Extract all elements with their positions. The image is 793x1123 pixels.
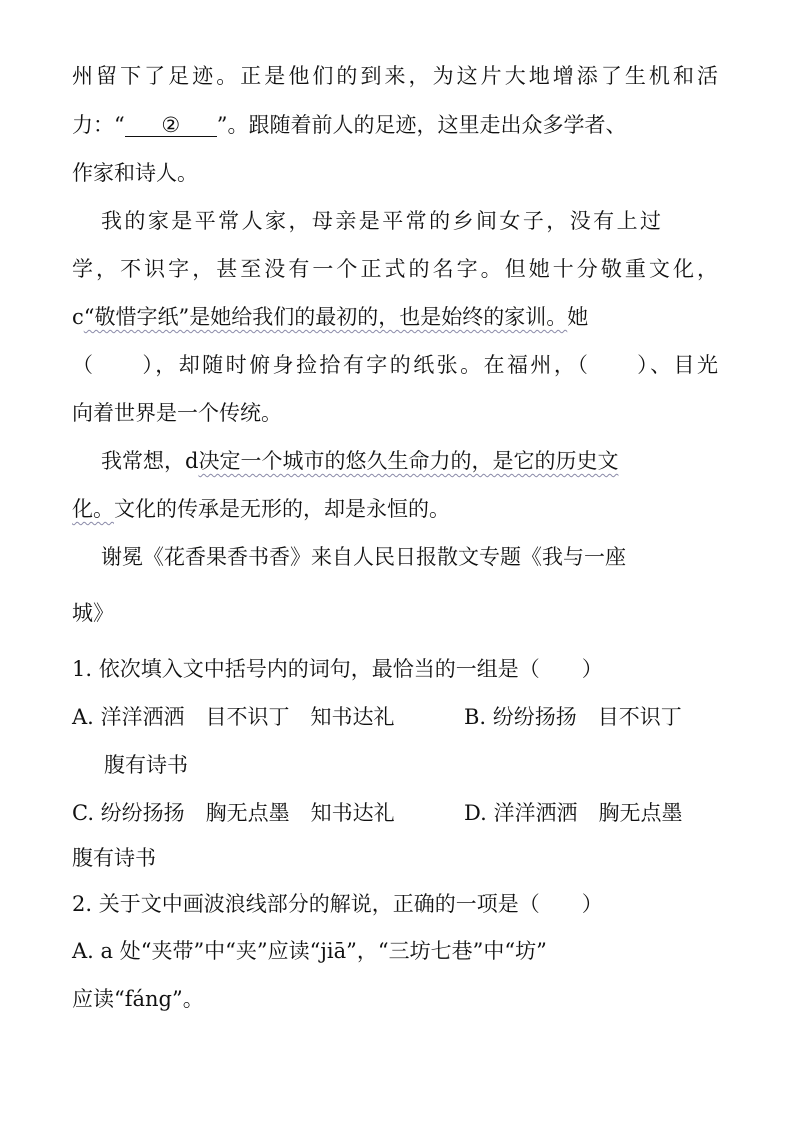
passage-text: 她 bbox=[567, 305, 589, 329]
question-2-option-a-continued: 应读“fáng”。 bbox=[72, 987, 204, 1011]
passage-text: 我的家是平常人家，母亲是平常的乡间女子，没有上过 bbox=[101, 209, 661, 233]
wavy-underline-text-d: 决定一个城市的悠久生命力的，是它的历史文 bbox=[198, 449, 619, 473]
passage-line bbox=[101, 448, 618, 474]
passage-line bbox=[72, 112, 626, 138]
passage-line bbox=[72, 63, 718, 89]
passage-text: ”。跟随着前人的足迹，这里走出众多学者、 bbox=[216, 113, 627, 137]
passage-text: 文化的传承是无形的，却是永恒的。 bbox=[114, 497, 450, 521]
source-text: 谢冕《花香果香书香》来自人民日报散文专题《我与一座 bbox=[101, 545, 626, 569]
question-1-option-b: B. 纷纷扬扬 目不识丁 bbox=[464, 705, 682, 729]
passage-text: 学，不识字，甚至没有一个正式的名字。但她十分敬重文化， bbox=[72, 257, 718, 281]
passage-line bbox=[101, 208, 661, 234]
passage-text: 我常想， bbox=[101, 449, 185, 473]
passage-text: （ ），却随时俯身捡拾有字的纸张。在福州，（ ）、目光 bbox=[72, 353, 718, 377]
source-line bbox=[72, 600, 114, 626]
passage-text: 力：“ bbox=[72, 113, 125, 137]
passage-line bbox=[72, 256, 718, 282]
wavy-underline-text-c: “敬惜字纸”是她给我们的最初的，也是始终的家训。 bbox=[83, 305, 568, 329]
passage-line bbox=[72, 400, 282, 426]
question-2-option-a: A. a 处“夹带”中“夹”应读“jiā”，“三坊七巷”中“坊” bbox=[72, 939, 547, 963]
passage-text: 州留下了足迹。正是他们的到来，为这片大地增添了生机和活 bbox=[72, 64, 718, 88]
passage-line bbox=[72, 160, 198, 186]
fill-blank-2: ② bbox=[125, 114, 217, 137]
marker-d: d bbox=[185, 449, 199, 473]
question-1-option-c: C. 纷纷扬扬 胸无点墨 知书达礼 bbox=[72, 801, 395, 825]
question-1-option-d: D. 洋洋洒洒 胸无点墨 bbox=[464, 801, 683, 825]
question-1-option-d-continued: 腹有诗书 bbox=[72, 846, 156, 870]
question-1-stem: 1. 依次填入文中括号内的词句，最恰当的一组是（ ） bbox=[72, 657, 603, 681]
passage-text: 作家和诗人。 bbox=[72, 161, 198, 185]
question-2-stem: 2. 关于文中画波浪线部分的解说，正确的一项是（ ） bbox=[72, 892, 603, 916]
question-1-option-b-continued: 腹有诗书 bbox=[104, 753, 188, 777]
wavy-underline-text-d-cont: 化。 bbox=[72, 497, 114, 521]
passage-text: 向着世界是一个传统。 bbox=[72, 401, 282, 425]
passage-line bbox=[72, 352, 718, 378]
source-line bbox=[101, 544, 626, 570]
passage-line bbox=[72, 496, 450, 522]
question-1-option-a: A. 洋洋洒洒 目不识丁 知书达礼 bbox=[72, 705, 395, 729]
marker-c: c bbox=[72, 305, 84, 329]
passage-line bbox=[72, 304, 588, 330]
source-text: 城》 bbox=[72, 601, 114, 625]
